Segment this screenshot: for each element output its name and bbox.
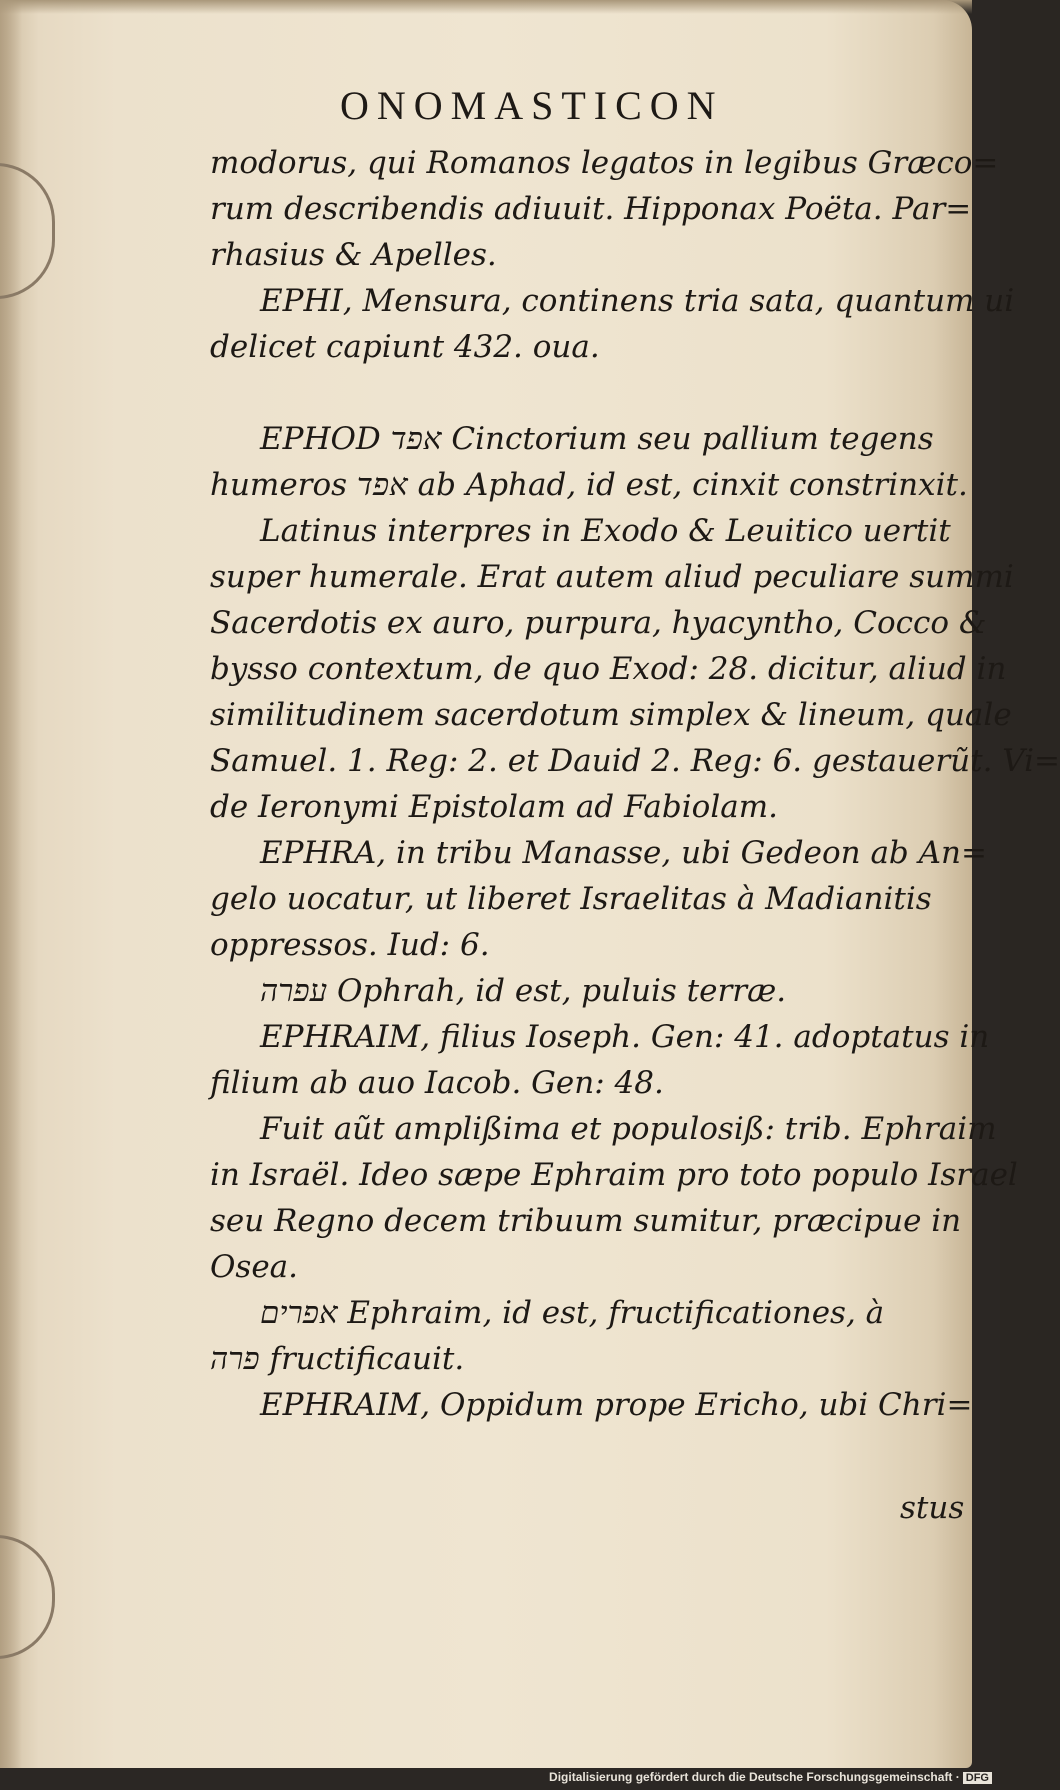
text-line: rhasius & Apelles. bbox=[210, 237, 497, 273]
text-line: de Ieronymi Epistolam ad Fabiolam. bbox=[210, 789, 778, 825]
text-line: EPHI, Mensura, continens tria sata, quantum ui bbox=[260, 283, 1015, 319]
dfg-logo: DFG bbox=[963, 1772, 992, 1784]
text-line: Samuel. 1. Reg: 2. et Dauid 2. Reg: 6. gestauerũt. Vi= bbox=[210, 743, 1060, 779]
text-line: Latinus interpres in Exodo & Leuitico uertit bbox=[260, 513, 951, 549]
text-line: EPHRAIM, Oppidum prope Ericho, ubi Chri= bbox=[260, 1387, 973, 1423]
text-line: super humerale. Erat autem aliud peculiare summi bbox=[210, 559, 1014, 595]
text-line: EPHOD אפד Cinctorium seu pallium tegens bbox=[260, 421, 934, 457]
text-line: rum describendis adiuuit. Hipponax Poëta. Par= bbox=[210, 191, 972, 227]
text-line: humeros אפד ab Aphad, id est, cinxit constrinxit. bbox=[210, 467, 968, 503]
text-line: Sacerdotis ex auro, purpura, hyacyntho, Cocco & bbox=[210, 605, 987, 641]
text-line: filium ab auo Iacob. Gen: 48. bbox=[210, 1065, 664, 1101]
text-line: EPHRAIM, filius Ioseph. Gen: 41. adoptatus in bbox=[260, 1019, 990, 1055]
text-line: seu Regno decem tribuum sumitur, præcipue in bbox=[210, 1203, 962, 1239]
text-line: EPHRA, in tribu Manasse, ubi Gedeon ab An= bbox=[260, 835, 987, 871]
digitization-credit bbox=[549, 1770, 992, 1784]
text-line: אפרים Ephraim, id est, fructificationes, à bbox=[260, 1295, 885, 1331]
text-line: similitudinem sacerdotum simplex & lineum, quale bbox=[210, 697, 1012, 733]
text-line: in Israël. Ideo sæpe Ephraim pro toto populo Israel bbox=[210, 1157, 1018, 1193]
text-line: oppressos. Iud: 6. bbox=[210, 927, 490, 963]
text-line: פרה fructificauit. bbox=[210, 1341, 465, 1377]
text-line: delicet capiunt 432. oua. bbox=[210, 329, 600, 365]
catchword: stus bbox=[900, 1490, 965, 1526]
text-line: modorus, qui Romanos legatos in legibus Græco= bbox=[210, 145, 999, 181]
page-clip-top bbox=[0, 163, 55, 299]
body-text bbox=[210, 140, 1060, 1428]
text-line: bysso contextum, de quo Exod: 28. dicitur, aliud in bbox=[210, 651, 1007, 687]
text-line: Fuit aũt amplißima et populosiß: trib. Ephraim bbox=[260, 1111, 997, 1147]
text-line: Osea. bbox=[210, 1249, 299, 1285]
text-line: gelo uocatur, ut liberet Israelitas à Madianitis bbox=[210, 881, 932, 917]
running-head: ONOMASTICON bbox=[340, 83, 724, 128]
page-clip-bottom bbox=[0, 1535, 55, 1659]
text-line: עפרה Ophrah, id est, puluis terræ. bbox=[260, 973, 787, 1009]
credit-text: Digitalisierung gefördert durch die Deutsche Forschungsgemeinschaft · bbox=[549, 1770, 960, 1784]
